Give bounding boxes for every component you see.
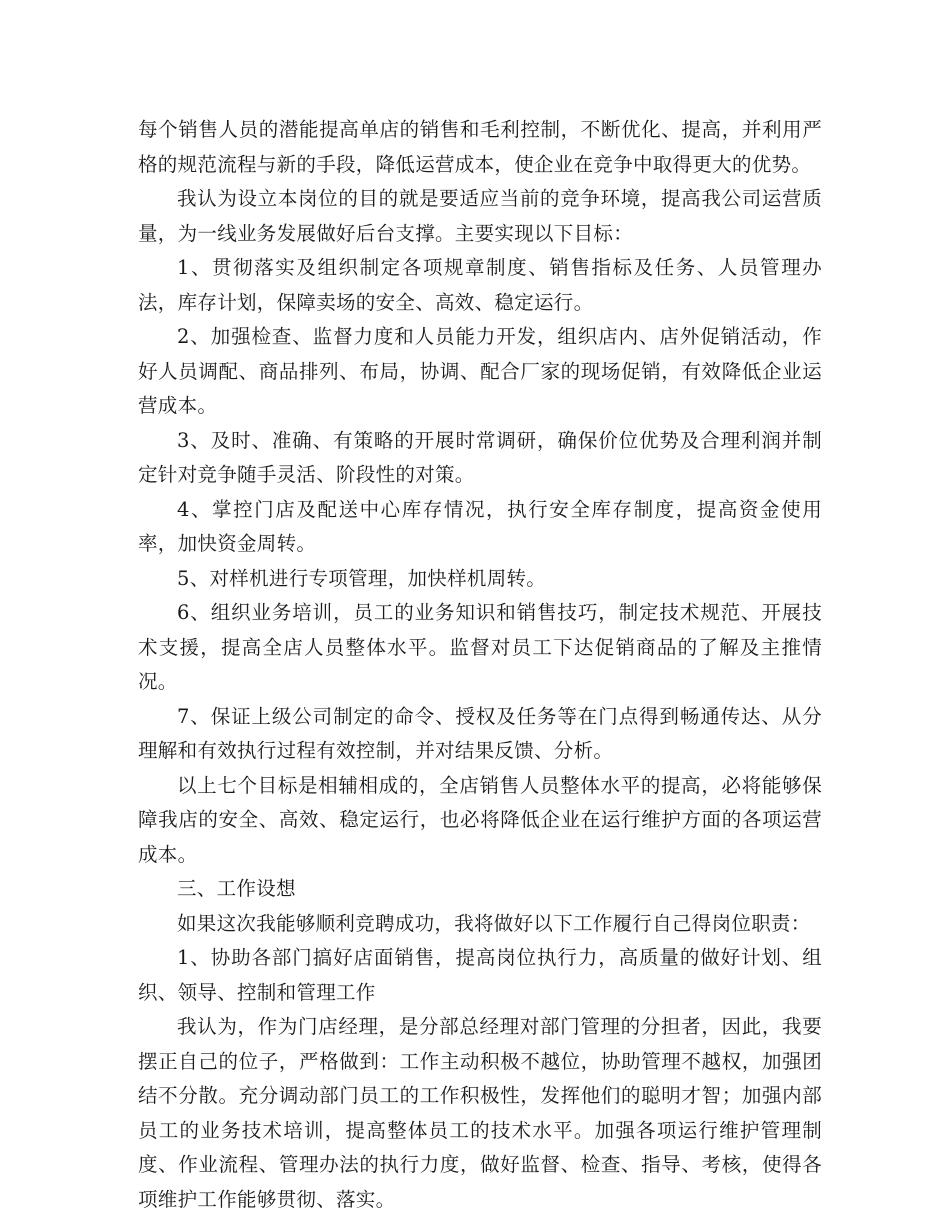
- paragraph-purpose: 我认为设立本岗位的目的就是要适应当前的竞争环境，提高我公司运营质量，为一线业务发展做好后台支撑。主要实现以下目标：: [138, 187, 822, 245]
- paragraph-goal-2: 2、加强检查、监督力度和人员能力开发，组织店内、店外促销活动，作好人员调配、商品排列、布局，协调、配合厂家的现场促销，有效降低企业运营成本。: [138, 325, 822, 417]
- section-heading-work-plan: 三、工作设想: [177, 877, 296, 900]
- paragraph-goal-4: 4、掌控门店及配送中心库存情况，执行安全库存制度，提高资金使用率，加快资金周转。: [138, 497, 822, 555]
- paragraph-goal-7: 7、保证上级公司制定的命令、授权及任务等在门点得到畅通传达、从分理解和有效执行过程有效控制，并对结果反馈、分析。: [138, 704, 822, 762]
- document-body: [138, 113, 822, 1217]
- paragraph-plan-1: 1、协助各部门搞好店面销售，提高岗位执行力，高质量的做好计划、组织、领导、控制和管理工作: [138, 946, 822, 1004]
- paragraph-summary: 以上七个目标是相辅相成的，全店销售人员整体水平的提高，必将能够保障我店的安全、高效、稳定运行，也必将降低企业在运行维护方面的各项运营成本。: [138, 773, 822, 866]
- paragraph-continuation: 每个销售人员的潜能提高单店的销售和毛利控制，不断优化、提高，并利用严格的规范流程与新的手段，降低运营成本，使企业在竞争中取得更大的优势。: [138, 118, 822, 176]
- paragraph-goal-1: 1、贯彻落实及组织制定各项规章制度、销售指标及任务、人员管理办法，库存计划，保障卖场的安全、高效、稳定运行。: [138, 256, 822, 314]
- paragraph-goal-6: 6、组织业务培训，员工的业务知识和销售技巧，制定技术规范、开展技术支援，提高全店人员整体水平。监督对员工下达促销商品的了解及主推情况。: [138, 601, 822, 693]
- paragraph-role: 我认为，作为门店经理，是分部总经理对部门管理的分担者，因此，我要摆正自己的位子，严格做到：工作主动积极不越位，协助管理不越权，加强团结不分散。充分调动部门员工的工作积极性，发挥他们的聪明才智；加强内部员工的业务技术培训，提高整体员工的技术水平。加强各项运行维护管理制度、作业流程、管理办法的执行力度，做好监督、检查、指导、考核，使得各项维护工作能够贯彻、落实。: [138, 1015, 822, 1211]
- paragraph-goal-3: 3、及时、准确、有策略的开展时常调研，确保价位优势及合理利润并制定针对竞争随手灵活、阶段性的对策。: [138, 428, 822, 486]
- paragraph-intro: 如果这次我能够顺利竞聘成功，我将做好以下工作履行自己得岗位职责：: [177, 911, 811, 935]
- paragraph-goal-5: 5、对样机进行专项管理，加快样机周转。: [177, 566, 547, 590]
